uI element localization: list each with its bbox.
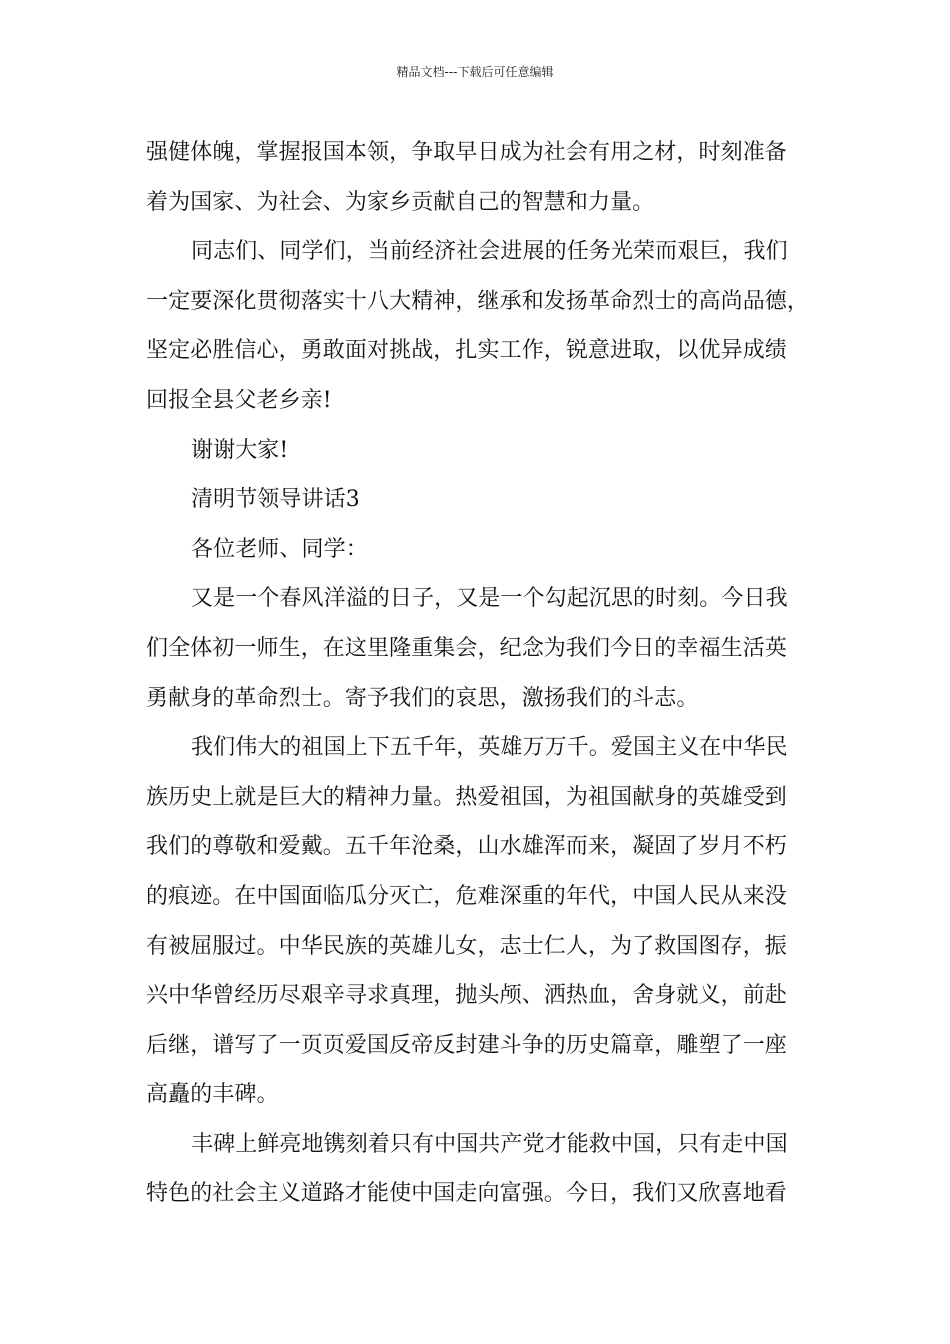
document-body <box>146 128 826 1219</box>
text-line: 特色的社会主义道路才能使中国走向富强。今日，我们又欣喜地看 <box>146 1181 787 1207</box>
text-line: 有被屈服过。中华民族的英雄儿女，志士仁人，为了救国图存，振 <box>146 933 787 959</box>
page-header: 精品文档---下载后可任意编辑 <box>396 65 554 79</box>
text-line: 我们的尊敬和爱戴。五千年沧桑，山水雄浑而来，凝固了岁月不朽 <box>146 834 787 860</box>
text-line: 着为国家、为社会、为家乡贡献自己的智慧和力量。 <box>146 189 655 215</box>
text-line: 的痕迹。在中国面临瓜分灭亡，危难深重的年代，中国人民从来没 <box>146 883 787 909</box>
text-line: 谢谢大家! <box>191 437 289 463</box>
text-line: 勇献身的革命烈士。寄予我们的哀思，激扬我们的斗志。 <box>146 685 699 711</box>
text-line: 坚定必胜信心，勇敢面对挑战，扎实工作，锐意进取，以优异成绩 <box>146 338 787 364</box>
text-line: 们全体初一师生，在这里隆重集会，纪念为我们今日的幸福生活英 <box>146 635 787 661</box>
text-line: 族历史上就是巨大的精神力量。热爱祖国，为祖国献身的英雄受到 <box>146 784 787 810</box>
text-line: 高矗的丰碑。 <box>146 1082 279 1108</box>
text-line: 又是一个春风洋溢的日子，又是一个勾起沉思的时刻。今日我 <box>191 586 788 612</box>
text-line: 兴中华曾经历尽艰辛寻求真理，抛头颅、洒热血，舍身就义，前赴 <box>146 983 787 1009</box>
text-line: 后继，谱写了一页页爱国反帝反封建斗争的历史篇章，雕塑了一座 <box>146 1032 787 1058</box>
text-line: 同志们、同学们，当前经济社会进展的任务光荣而艰巨，我们 <box>191 239 788 265</box>
salutation: 各位老师、同学： <box>191 536 368 562</box>
text-line: 强健体魄，掌握报国本领，争取早日成为社会有用之材，时刻准备 <box>146 140 787 165</box>
section-heading: 清明节领导讲话3 <box>191 487 360 513</box>
text-line: 我们伟大的祖国上下五千年，英雄万万千。爱国主义在中华民 <box>191 735 788 761</box>
text-line: 回报全县父老乡亲! <box>146 387 332 413</box>
text-line: 一定要深化贯彻落实十八大精神，继承和发扬革命烈士的高尚品德， <box>146 288 810 314</box>
text-line: 丰碑上鲜亮地镌刻着只有中国共产党才能救中国，只有走中国 <box>191 1131 788 1157</box>
